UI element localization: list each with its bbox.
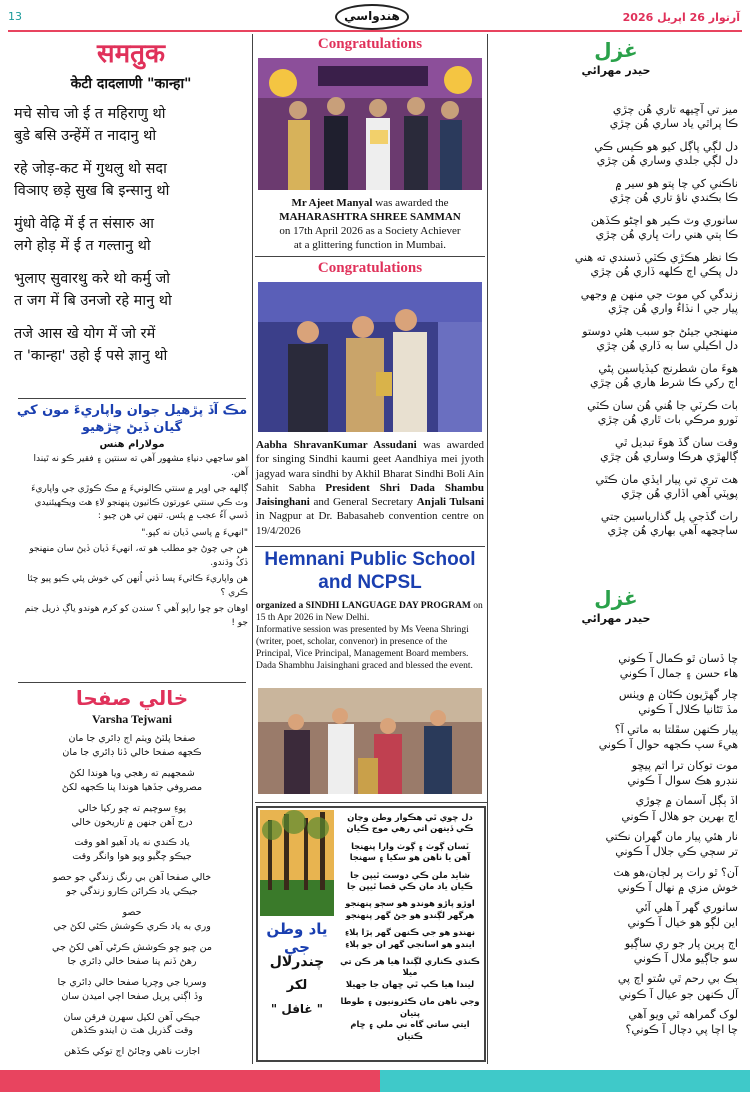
- poem-line: مڏ ٿڻانيا ڪلال آ ڪوني: [638, 702, 738, 716]
- poem-line: اوڙو پاڙو هوندو هو سڄو پنهنجو: [345, 898, 475, 909]
- poem-line: شمجهيم ته رهجي ويا هوندا لکڻ: [69, 767, 195, 779]
- ghazal-author-2: حيدر مهرائي: [581, 612, 651, 625]
- poem-line: ايتي ساتي گاه ني ملي ۽ ڇام ڪتيان: [350, 1019, 470, 1041]
- poem-line: त 'कान्हा' उहो ई पसे ज्ञानु थो: [14, 348, 168, 364]
- poem-line: هيءَ سپ ڪجهه حوال آ ڪوني: [598, 738, 738, 752]
- poem-line: ڪا نظر هڪڙي ڪٽي ڏسندي ته هني: [574, 251, 738, 264]
- hemnani-text: Informative session was presented by Ms Veena Shringi (writer, poet, scholar, convenor) in presence of the Principal, Vice Principal, Management Board members. Dada Shambhu Jaisinghani graced and blessed the event.: [256, 625, 473, 671]
- poem-line: اين لڳو هو خيال آ ڪوني: [627, 916, 738, 930]
- award-photo-1: [258, 58, 482, 190]
- poem-line: اجازت ناهي وڃائڻ اڄ توکي ڪڏهن: [64, 1046, 200, 1058]
- poem-line: ڳالهڙي هرڪا وساري هُن چڙي: [600, 450, 738, 463]
- poem-line: سانوري گهر آ هلي آئي: [635, 901, 738, 915]
- poem-line: ڪي ڏينهن اتي رهي موج ڪيان: [346, 823, 474, 834]
- khali-safha-author: Varsha Tejwani: [92, 712, 172, 726]
- footer-bar-right: [380, 1070, 750, 1092]
- poem-line: هرگهر لڳندو هو جڻ گهر پنهنجو: [345, 909, 475, 920]
- poem-line: اڄ پرين پار جو ري ساڳيو: [624, 936, 738, 950]
- ghazal-title-2: غزل: [594, 586, 638, 610]
- poem-line: اڏ ٻڳل آسمان ۾ چوڙي: [635, 794, 738, 808]
- page-number: 13: [8, 10, 22, 23]
- poem-line: "انهيءَ ۾ پاسي ڏيان نه کپو.": [141, 527, 248, 538]
- poem-line: بات ڪرٽي جا هُني هُن سان ڪٽي: [587, 399, 738, 412]
- caption-text: on 17th April 2026 as a Society Achiever: [279, 225, 461, 237]
- poem-line: هن واپاريءَ ڪاٺيءَ پسا ڏني اُنهن کي خوش پئي ڪيو پيو چئا ڪري ؟: [27, 574, 248, 598]
- poem-line: ياد ڪندي نه ياد آهيو اهو وقت: [74, 837, 190, 849]
- poem-line: बुडे बसि उन्हेंमें त नादानु थो: [14, 128, 157, 144]
- samtuk-section: [14, 38, 248, 367]
- poem-line: نهندو هو جي ڪنهن گهر ٻڙا ٻلاءِ: [344, 927, 476, 938]
- poem-line: خالي صفحا آهن بي رنگ زندگي جو حصو: [52, 872, 212, 884]
- samtuk-author: केटी दादलाणी "कान्हा": [70, 76, 192, 92]
- award-name: MAHARASHTRA SHREE SAMMAN: [279, 211, 461, 223]
- yaad-watan-title: ياد وطن جي: [266, 920, 328, 956]
- section-divider: [18, 682, 246, 683]
- poem-line: درج آهن جنهن ۾ تاريخون خالي: [71, 816, 193, 828]
- poem-line: جيڪو چڱيو ويو هوا وانگر وقت: [72, 851, 192, 863]
- caption-text: in Nagpur at Dr. Babasaheb convention centre on 19/4/2026: [256, 510, 484, 537]
- issue-date: آرتوار 26 اپريل 2026: [622, 11, 740, 24]
- hemnani-title: Hemnani Public School and NCPSL: [264, 549, 476, 593]
- poem-line: लगे होड़ में ई त गल्तानु थो: [14, 238, 151, 254]
- awardee-name: Aabha ShravanKumar Assudani: [256, 439, 417, 451]
- poem-line: मुंधो वेढ़ि में ई त संसारु आ: [14, 216, 154, 232]
- poem-line: هاء حسن ۽ جمال آ ڪوني: [619, 667, 738, 681]
- column-divider-left: [252, 34, 253, 1064]
- poem-line: विञाए छड़े सुख बि इन्सानु थो: [14, 183, 170, 199]
- poem-line: رهڻ ڏنم پنا صفحا خالي ڊائري جا: [67, 955, 197, 967]
- poem-line: هٽ تري تي پيار ايڏي مان ڪٿي: [595, 473, 738, 486]
- poem-line: ڪا بڪندي ناؤ تاري هُن چڙي: [609, 191, 738, 204]
- caption-text: was awarded for singing Sindhi kaumi geet Aandhiya mei jyoth jagyad wara sindhi by Akhil Bharat Sindhi Boli Ain Sahit Sabha: [256, 439, 484, 494]
- column-divider-right: [487, 34, 488, 1064]
- congrats-section-1: [256, 36, 484, 251]
- poem-line: اهو ساڃهي دنياءِ مشهور آهي ته سنتين ۽ فقير ڪو نه ٿيندا آهن.: [33, 454, 248, 478]
- poem-line: چار گهڙيون ڪڻان ۾ ويٺس: [618, 687, 738, 701]
- samtuk-poem: [14, 103, 248, 367]
- poem-line: وسريا جي وچريا صفحا خالي ڊائري جا: [57, 976, 207, 988]
- poem-line: پوءِ سوچيم ته چو رکيا خالي: [77, 802, 187, 814]
- yaad-watan-pen-name: " غافل ": [270, 1002, 324, 1016]
- poem-line: اڄ رکي ڪا شرط هاري هُن چڙي: [590, 376, 738, 389]
- hemnani-section: [256, 548, 484, 672]
- poem-line: ساڄڃهه آهي بهاري هُن چڙي: [607, 524, 738, 537]
- caption-text: was awarded the: [372, 197, 449, 209]
- hemnani-lead: organized a SINDHI LANGUAGE DAY PROGRAM: [256, 601, 471, 611]
- section-divider: [18, 398, 246, 399]
- poem-line: ميز تي آڇيهه تاري هُن چڙي: [612, 103, 738, 116]
- poem-line: حصو: [122, 907, 142, 919]
- poem-line: پيار جي ا نڏاءُ واري هُن چڙي: [607, 302, 738, 315]
- poem-line: ناڪني کي چا پتو هو سير ۾: [615, 177, 738, 190]
- poem-line: لوک گمراهه ٿي ويو آهي: [628, 1007, 738, 1021]
- poem-line: آل ڪنهن جو عيال آ ڪوني: [618, 987, 738, 1001]
- poem-line: ٽسان ڳوٺ ۽ ڳوٺ وارا پنهنجا: [351, 840, 469, 851]
- poem-line: جيڪي ياد ڪرائن ڪارو زندگي جو: [66, 886, 198, 898]
- poem-line: چا ڏسان ٿو ڪمال آ ڪوني: [618, 652, 738, 665]
- poem-line: وڏ اڳتي پريل صفحا اڄي اميدن سان: [61, 990, 203, 1002]
- poem-line: وجي ناهن مان ڪئرونيون ۽ طوطا پتيان: [340, 996, 480, 1018]
- yaad-watan-author-word: لکر: [286, 978, 308, 993]
- poem-line: دل اڪيلي سا به ڏاري هُن چڙي: [596, 339, 738, 352]
- poem-line: تر سڄي ڪي جلال آ ڪوني: [615, 845, 738, 859]
- poem-line: اڄ بهرين جو هلال آ ڪوني: [621, 809, 738, 823]
- ghazal-section-2: [494, 586, 738, 1038]
- poem-line: ايندو هو اسانجي گهر ان جو ٻلاءِ: [345, 938, 475, 949]
- poem-line: ٻڪ بي رحم ٿي سُتو اڄ پي: [617, 972, 738, 986]
- poem-line: رات گڏجي پل گذارياسين جتي: [600, 510, 738, 523]
- section-divider: [255, 256, 485, 257]
- congrats-caption-1: [256, 196, 484, 252]
- award-photo-2: [258, 282, 482, 432]
- poem-line: سو جاڳيو ملال آ ڪوني: [633, 952, 738, 966]
- yaad-watan-poem: [338, 812, 482, 1042]
- poem-line: وري به ياد ڪري ڪوشش ڪئي لکڻ جي: [53, 920, 211, 932]
- poem-line: त जग में बि उनजो रहे मानु थो: [14, 293, 172, 309]
- awardee-name: Mr Ajeet Manyal: [291, 197, 373, 209]
- congrats-heading-2: Congratulations: [317, 260, 423, 276]
- page-header: [0, 0, 750, 36]
- poem-line: منهنجي جيئڻ جو سبب هئي دوستو: [582, 325, 738, 338]
- poem-line: آن؟ ٿو رات پر لڄان،هو هٽ: [613, 865, 738, 879]
- poem-line: دل لڳي جلدي وساري هُن چڙي: [596, 154, 738, 167]
- ghazal-title-1: غزل: [594, 38, 638, 62]
- poem-line: دل پڪي اڄ ڪلهه ڏاري هُن چڙي: [590, 265, 738, 278]
- poem-line: آهن يا ناهن هو سکيا ۽ سهنجا: [349, 852, 471, 863]
- poem-line: وقت گذريل هٽ ن ايندو ڪڏهن: [70, 1025, 193, 1037]
- poem-line: ڪيان ياد مان ڪي قصا ٿيپن جا: [346, 881, 474, 892]
- poem-line: شايد ملن ڪي دوست ٿيپن جا: [350, 869, 470, 880]
- poem-line: هوءَ مان شطرنج کيڏياسين پڻي: [598, 362, 738, 375]
- poem-line: دل چوي ٿي هڪوار وطن وڃان: [347, 812, 473, 822]
- khali-safha-poem: [16, 732, 248, 1059]
- samtuk-title: समतुक: [97, 39, 165, 69]
- president-name: President Shri Dada Shambu Jaisinghani: [256, 481, 484, 509]
- caption-text: and General Secretary: [309, 496, 417, 509]
- poem-line: ٽورو مرڪي بات ٿاري هُن چڙي: [597, 413, 738, 426]
- yaad-watan-author-name: چندرلال: [269, 954, 325, 970]
- ghazal-poem-2: [494, 651, 738, 1038]
- poem-line: دل لڳي پاڳل کيو هو ڪيس ڪي: [594, 140, 738, 153]
- poem-line: ڪنڌي ڪناري لڳندا هيا هر ڪن تي ميلا: [340, 956, 480, 978]
- poem-line: خوش مزي ۾ نهال آ ڪوني: [617, 880, 738, 894]
- hemnani-body: [256, 600, 484, 672]
- section-divider: [255, 802, 487, 803]
- article-left-subtitle: گيان ڏيڻ چڙهيو: [81, 420, 183, 435]
- header-divider: [8, 30, 742, 32]
- poem-line: پيار ڪنهن سڦلتا به ماتي آ؟: [614, 723, 738, 737]
- congrats-section-2: [256, 260, 484, 537]
- poem-line: صفحا پلٽڻ ويٺم اڄ ڊائري جا مان: [68, 733, 196, 744]
- article-left-author: مولارام هنس: [99, 439, 165, 450]
- poem-line: وقت سان گڏ هوءَ تبديل ٿي: [615, 436, 738, 449]
- poem-line: रहे जोड़-कट में गुथलु थो सदा: [14, 161, 167, 177]
- poem-line: ننڊرو هڪ سوال آ ڪوني: [627, 774, 738, 788]
- poem-line: ڪا ٻتي هني رات ڀاري هُن چڙي: [595, 228, 738, 241]
- poem-line: سانوري وٽ ڪير هو اچڻو ڪڏهن: [590, 214, 738, 227]
- poem-line: هن جي چوڻ جو مطلب هو ته، انهيءَ ڏيان ڏيڻ سان منهنجو ڏکُ وڌندو.: [29, 544, 248, 568]
- poem-line: ڪجهه صفحا خالي ڏٺا ڊائري جا مان: [62, 746, 202, 758]
- khali-safha-title: خالي صفحا: [75, 686, 189, 710]
- poem-line: زندگي کي موت جي منهن ۾ وجهي: [580, 288, 738, 301]
- poem-line: موت توکان ترا اتم پيڇو: [631, 758, 738, 772]
- newspaper-logo: هندواسي: [335, 4, 409, 30]
- poem-line: ڪا پراٿي ياد ساري هُن چڙي: [609, 117, 738, 130]
- hemnani-lead-rest: on 15 th Apr 2026 in New Delhi.: [256, 601, 483, 623]
- caption-text: at a glittering function in Mumbai.: [293, 239, 447, 251]
- footer-bar-left: [0, 1070, 380, 1092]
- forest-image: [260, 810, 334, 916]
- poem-line: मचे सोच जो ई त महिराणु थो: [14, 106, 166, 122]
- article-left: [16, 402, 248, 633]
- poem-line: ليندا هيا ڪپ ٿي ڇهان جا جهيلا: [345, 978, 475, 989]
- ghazal-poem-1: [494, 103, 738, 538]
- congrats-heading-1: Congratulations: [317, 36, 423, 52]
- poem-line: مصروفي جڏهيا هوندا پنا ڪجهه لکڻ: [61, 781, 203, 793]
- poem-line: اوهان جو چوا راپو آهي ؟ سندن کو کرم هوندو ياڳ ذريل جنم جو !: [24, 604, 248, 628]
- khali-safha-section: [16, 686, 248, 1059]
- secretary-name: Anjali Tulsani: [416, 496, 484, 509]
- article-left-title: مڪ آڏ پڙهيل جوان واپاريءَ مون کي: [16, 403, 248, 418]
- poem-line: چا اچا پي دچال آ ڪوني؟: [625, 1023, 738, 1037]
- section-divider: [255, 546, 485, 547]
- poem-line: پوپٽي آهي اڏاري هُن چڙي: [621, 487, 738, 500]
- poem-line: तजे आस खे योग में जो रमें: [14, 326, 156, 342]
- ghazal-section-1: [494, 38, 738, 538]
- poem-line: भुलाए सुवारथु करे थो कर्मु जो: [14, 271, 171, 287]
- event-photo: [258, 688, 482, 794]
- poem-line: من چيو چو ڪوشش ڪرڻي آهي لکڻ جي: [52, 941, 212, 953]
- poem-line: جيڪي آهن لکيل سهرن فرقن سان: [63, 1011, 201, 1023]
- congrats-caption-2: [256, 438, 484, 538]
- yaad-watan-box: [256, 806, 486, 1062]
- article-left-body: [16, 453, 248, 630]
- poem-line: نار هئي پيار مان گهران نڪتي: [605, 829, 738, 843]
- ghazal-author-1: حيدر مهرائي: [581, 64, 651, 77]
- poem-line: ڳالهه جي اوپر ۾ سنتي ڪالونيءَ ۾ مڪ ڪوڙي جي واپاريءَ وٽ ڪي سنتي عورتون ڪاٺيون پنهنجو لاءِ هٽ ويڪهيئنيدي ڏسي آءُ عجب ۾ پئس. تنهن تي هن چيو :: [31, 484, 248, 521]
